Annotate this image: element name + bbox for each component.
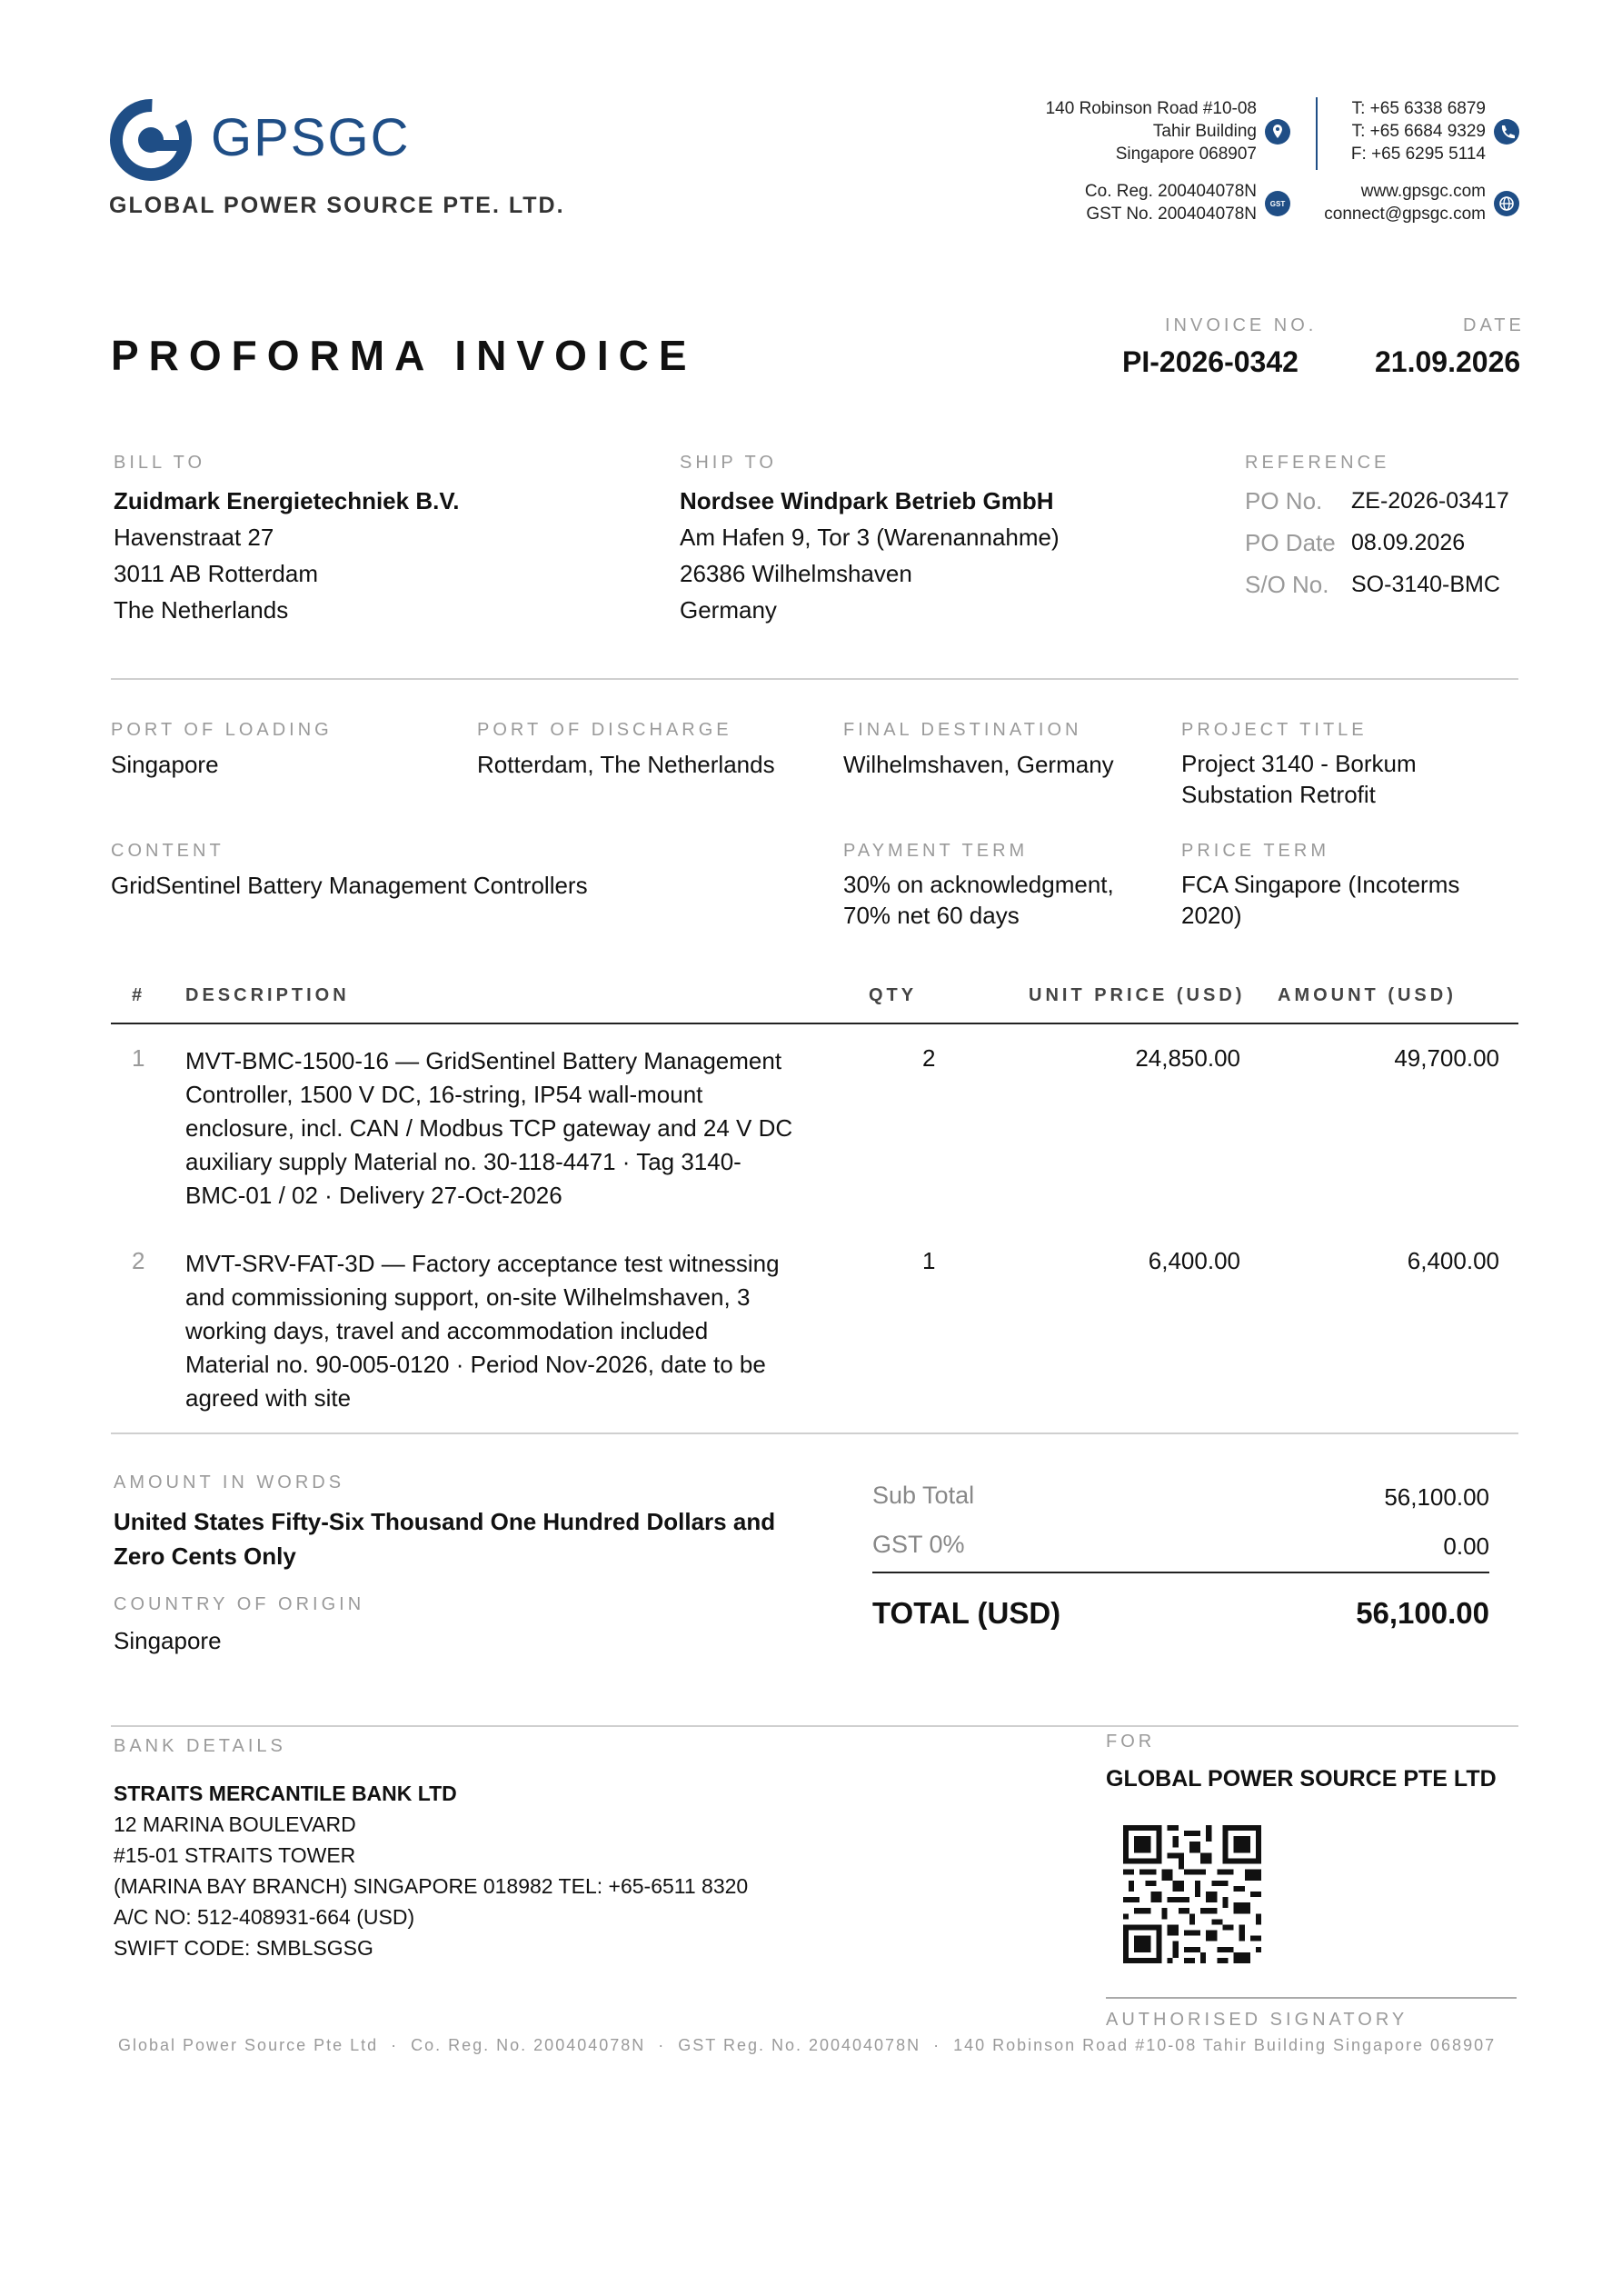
port-of-discharge [477,720,775,782]
header-divider [1316,97,1318,170]
bill-to-label: BILL TO [114,453,206,473]
country-of-origin-label: COUNTRY OF ORIGIN [114,1594,365,1614]
col-header-no: # [132,985,146,1005]
price-term-label: PRICE TERM [1181,841,1329,861]
port-of-loading [111,720,333,782]
authorised-signatory-label: AUTHORISED SIGNATORY [1106,2010,1408,2030]
col-header-unit-price: UNIT PRICE (USD) [1029,985,1246,1005]
date-label: DATE [1463,315,1525,335]
subtotal-value: 56,100.00 [1384,1483,1489,1511]
table-row [0,1247,1622,1429]
section-divider [111,678,1518,680]
bank-details [114,1736,748,1963]
total-value: 56,100.00 [1356,1596,1489,1630]
location-pin-icon [1265,119,1290,145]
bill-to-line: Havenstraat 27 [114,524,274,551]
final-destination-label: FINAL DESTINATION [843,720,1082,740]
bank-details-label: BANK DETAILS [114,1736,286,1756]
country-of-origin-value: Singapore [114,1627,222,1654]
gst-icon: GST [1265,191,1290,216]
bill-to-line: 3011 AB Rotterdam [114,560,318,587]
amount-in-words-line: United States Fifty-Six Thousand One Hundred Dollars and [114,1508,776,1535]
bank-line: (MARINA BAY BRANCH) SINGAPORE 018982 TEL: +65-6511 8320 [114,1874,749,1898]
ship-to-line: 26386 Wilhelmshaven [680,560,912,587]
document-title: PROFORMA INVOICE [111,332,697,379]
ship-to-name: Nordsee Windpark Betrieb GmbH [680,487,1054,514]
ship-to-line: Am Hafen 9, Tor 3 (Warenannahme) [680,524,1060,551]
table-header-rule [111,1023,1518,1024]
gst-value: 0.00 [1443,1532,1489,1560]
bank-line: #15-01 STRAITS TOWER [114,1843,356,1867]
table-row [0,1044,1622,1226]
bill-to-line: The Netherlands [114,596,289,624]
price-term-line: FCA Singapore (Incoterms [1181,871,1460,898]
row-qty: 1 [922,1247,936,1274]
port-of-discharge-value: Rotterdam, The Netherlands [477,751,775,778]
row-number: 2 [132,1247,145,1274]
totals-rule [872,1572,1489,1573]
signatory-company: GLOBAL POWER SOURCE PTE LTD [1106,1766,1497,1792]
row-description: MVT-BMC-1500-16 — GridSentinel Battery Management Controller, 1500 V DC, 16-string, IP54 wall-mount enclosure, incl. CAN / Modbus TCP gateway and 24 V DC auxiliary supply Material no. 30-118-4471 · Tag 3140- BMC-01 / 02 · Delivery 27-Oct-2026 [185,1047,793,1209]
po-date-value: 08.09.2026 [1351,530,1466,555]
signature-line [1106,1997,1517,1999]
invoice-no: PI-2026-0342 [1122,345,1299,378]
phone-icon [1494,119,1519,145]
payment-term [843,841,1114,931]
total-label: TOTAL (USD) [872,1596,1061,1630]
reference-block [1245,453,1509,601]
row-unit-price: 24,850.00 [1135,1044,1240,1072]
row-description: MVT-SRV-FAT-3D — Factory acceptance test witnessing and commissioning support, on-site Wilhelmshaven, 3 working days, travel and accommodation included Material no. 90-005-0120 · Period Nov-2026, date to be agreed with site [185,1250,780,1412]
project-title-line: Substation Retrofit [1181,781,1376,808]
footer-text: Global Power Source Pte Ltd · Co. Reg. No. 200404078N · GST Reg. No. 200404078N · 140 Robinson Road #10-08 Tahir Building Singapore 068907 [118,2036,1497,2054]
bank-name: STRAITS MERCANTILE BANK LTD [114,1782,457,1805]
po-no-label: PO No. [1245,487,1323,514]
bill-to-name: Zuidmark Energietechniek B.V. [114,487,460,514]
payment-term-line: 70% net 60 days [843,902,1020,929]
qr-code-icon [1123,1825,1261,1963]
ship-to-block [680,453,1060,627]
col-header-amount: AMOUNT (USD) [1278,985,1457,1005]
company-registration: Co. Reg. 200404078N GST No. 200404078N [1084,182,1257,224]
so-no-value: SO-3140-BMC [1351,572,1500,597]
for-label: FOR [1106,1732,1156,1752]
country-of-origin [114,1594,364,1658]
content [111,841,588,903]
row-amount: 49,700.00 [1394,1044,1499,1072]
company-phones: T: +65 6338 6879 T: +65 6684 9329 F: +65 6295 5114 [1350,99,1486,164]
payment-term-label: PAYMENT TERM [843,841,1029,861]
bank-line: SWIFT CODE: SMBLSGSG [114,1936,373,1960]
bank-section-rule [111,1725,1518,1727]
final-destination-value: Wilhelmshaven, Germany [843,751,1114,778]
company-address: 140 Robinson Road #10-08 Tahir Building Singapore 068907 [1045,99,1257,164]
gst-label: GST 0% [872,1531,965,1558]
company-web: www.gpsgc.com connect@gpsgc.com [1324,182,1486,224]
company-name: GLOBAL POWER SOURCE PTE. LTD. [109,193,565,218]
row-qty: 2 [922,1044,936,1072]
bank-line: 12 MARINA BOULEVARD [114,1812,356,1836]
price-term-line: 2020) [1181,902,1242,929]
po-no-value: ZE-2026-03417 [1351,488,1509,514]
amount-in-words-line: Zero Cents Only [114,1542,296,1570]
col-header-description: DESCRIPTION [185,985,350,1005]
port-of-discharge-label: PORT OF DISCHARGE [477,720,732,740]
row-number: 1 [132,1044,145,1072]
reference-label: REFERENCE [1245,453,1390,473]
bank-line: A/C NO: 512-408931-664 (USD) [114,1905,415,1929]
subtotal-label: Sub Total [872,1482,975,1509]
bill-to-block [114,453,460,627]
row-amount: 6,400.00 [1407,1247,1499,1274]
company-logo [109,98,193,182]
port-of-loading-value: Singapore [111,751,219,778]
ship-to-label: SHIP TO [680,453,777,473]
content-value: GridSentinel Battery Management Controllers [111,872,588,899]
table-bottom-rule [111,1433,1518,1434]
document-date: 21.09.2026 [1375,345,1521,378]
project-title-line: Project 3140 - Borkum [1181,750,1417,777]
po-date-label: PO Date [1245,529,1336,556]
final-destination [843,720,1114,782]
amount-in-words-label: AMOUNT IN WORDS [114,1472,345,1492]
content-label: CONTENT [111,841,224,861]
invoice-no-label: INVOICE NO. [1165,315,1318,335]
logo-text: GPSGC [211,108,411,167]
project-title-label: PROJECT TITLE [1181,720,1368,740]
ship-to-line: Germany [680,596,777,624]
project-title [1181,720,1417,810]
price-term [1181,841,1459,931]
amount-in-words [114,1472,775,1573]
so-no-label: S/O No. [1245,571,1329,598]
port-of-loading-label: PORT OF LOADING [111,720,333,740]
globe-icon [1494,191,1519,216]
payment-term-line: 30% on acknowledgment, [843,871,1114,898]
row-unit-price: 6,400.00 [1148,1247,1240,1274]
col-header-qty: QTY [869,985,918,1005]
